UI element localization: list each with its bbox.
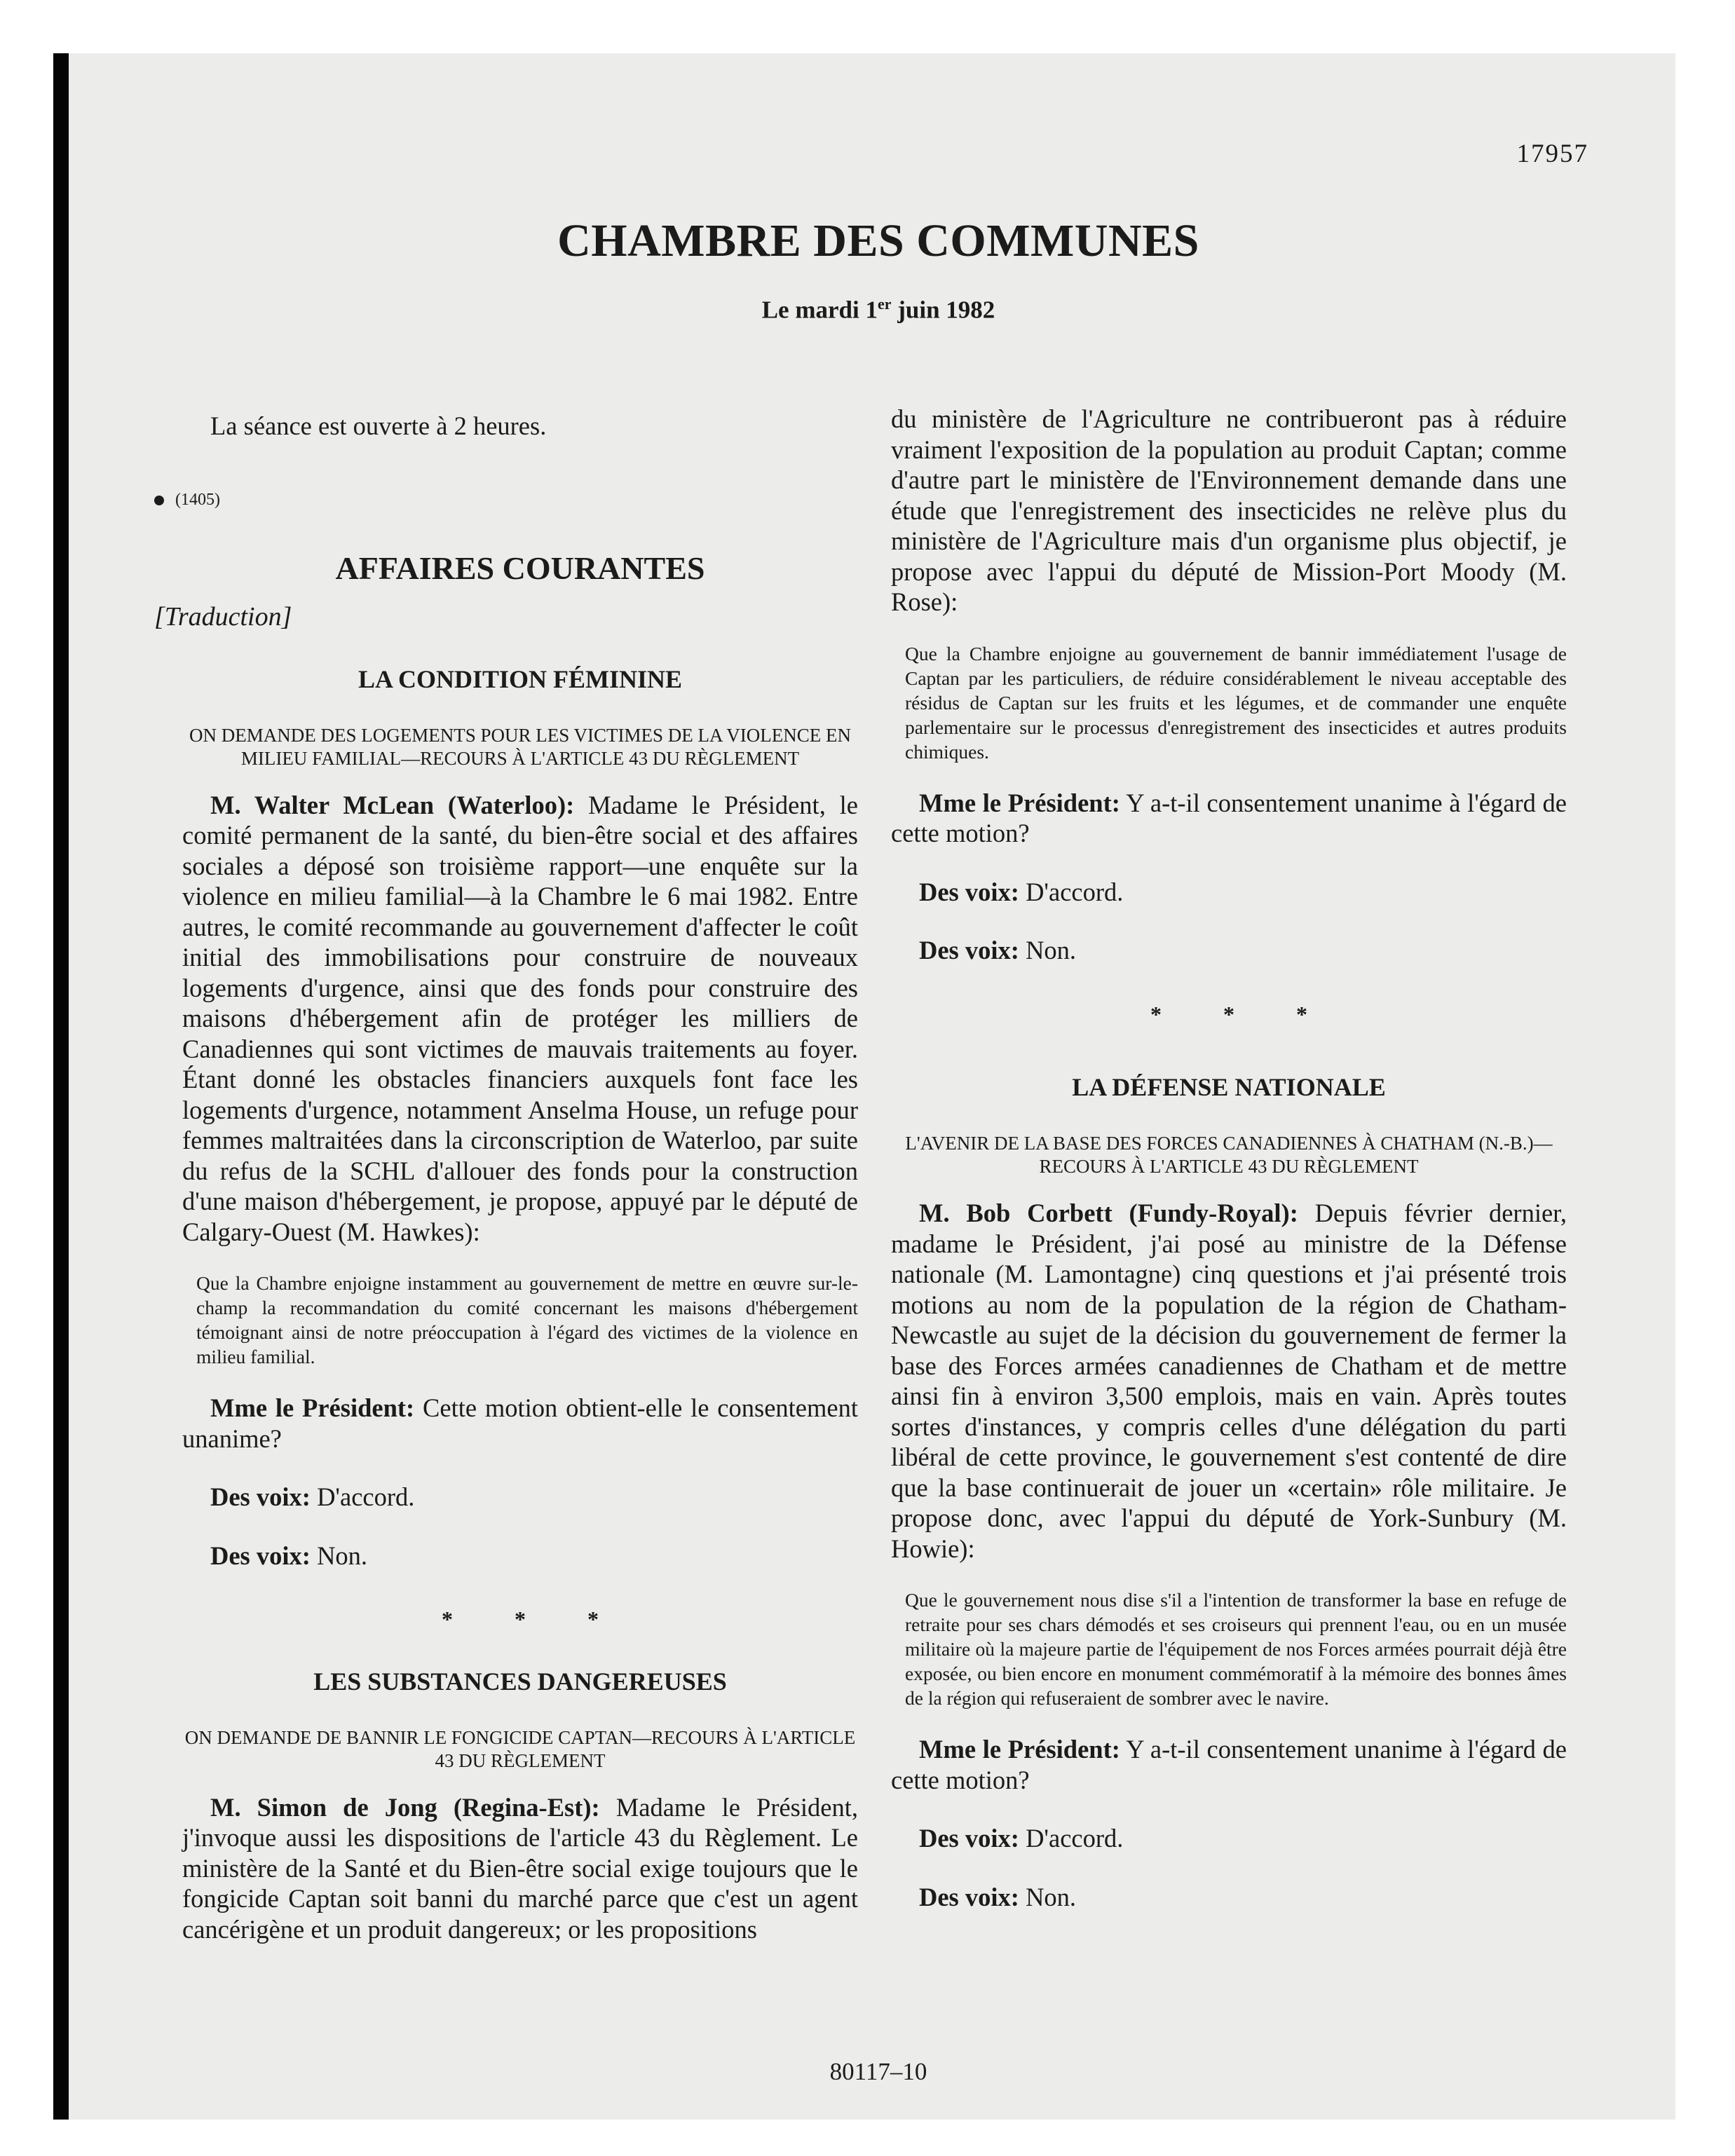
- president-statement: Mme le Président: Y a-t-il consentement unanime à l'égard de cette motion?: [891, 1735, 1567, 1794]
- right-column: [891, 404, 1567, 1912]
- voices-line: Des voix: D'accord.: [919, 877, 1124, 906]
- motion-text: Que la Chambre enjoigne au gouvernement de bannir immédiatement l'usage de Captan par les particuliers, de réduire considérablement le niveau acceptable des résidus de Captan sur les fruits et les légumes, et de commander une enquête parlementaire sur le processus d'enregistrement des insecticides et autres produits chimiques.: [905, 642, 1567, 763]
- time-marker: (1405): [154, 485, 858, 516]
- section-title: AFFAIRES COURANTES: [335, 550, 705, 586]
- speech-paragraph: M. Bob Corbett (Fundy-Royal): Depuis février dernier, madame le Président, j'ai posé au ministre de la Défense nationale (M. Lamontagne) cinq questions et j'ai présenté trois motions au nom de la population de la région de Chatham-Newcastle au sujet de la décision du gouvernement de fermer la base des Forces armées canadiennes de Chatham et de mettre ainsi fin à environ 3,500 emplois, mais en vain. Après toutes sortes d'instances, y compris celles d'une délégation du parti libéral de cette province, le gouvernement s'est contenté de dire que la base continuerait de jouer un «certain» rôle militaire. Je propose donc, avec l'appui du député de York-Sunbury (M. Howie):: [891, 1199, 1567, 1563]
- motion-text: Que le gouvernement nous dise s'il a l'intention de transformer la base en refuge de retraite pour ses chars démodés et ses croiseurs qui prennent l'eau, ou en un musée militaire où la majeure partie de l'équipement de nos Forces armées pourrait déjà être exposée, ou bien encore en monument commémoratif à la mémoire des bonnes âmes de la région qui refuseraient de sombrer avec le navire.: [905, 1589, 1567, 1709]
- topic-subheading: ON DEMANDE DES LOGEMENTS POUR LES VICTIMES DE LA VIOLENCE EN MILIEU FAMILIAL—RECOURS À L'ARTICLE 43 DU RÈGLEMENT: [189, 724, 851, 769]
- speech-paragraph: M. Simon de Jong (Regina-Est): Madame le Président, j'invoque aussi les dispositions de l'article 43 du Règlement. Le ministère de la Santé et du Bien-être social exige toujours que le fongicide Captan soit banni du marché parce que c'est un agent cancérigène et un produit dangereux; or les propositions: [182, 1792, 858, 1944]
- voices-line: Des voix: Non.: [919, 1882, 1077, 1911]
- scan-edge: [53, 53, 69, 2120]
- topic-subheading: L'AVENIR DE LA BASE DES FORCES CANADIENNES À CHATHAM (N.-B.)—RECOURS À L'ARTICLE 43 DU RÈGLEMENT: [905, 1133, 1553, 1177]
- left-column: [154, 404, 858, 1944]
- translation-tag: [Traduction]: [154, 602, 292, 632]
- speech-paragraph: M. Walter McLean (Waterloo): Madame le Président, le comité permanent de la santé, du bien-être social et des affaires sociales a déposé son troisième rapport—une enquête sur la violence en milieu familial—à la Chambre le 6 mai 1982. Entre autres, le comité recommande au gouvernement d'affecter le coût initial des immobilisations pour construire de nouveaux logements d'urgence, ainsi que des fonds pour construire des maisons d'hébergement afin de protéger les milliers de Canadiennes qui sont victimes de mauvais traitements au foyer. Étant donné les obstacles financiers auxquels font face les logements d'urgence, notamment Anselma House, un refuge pour femmes maltraitées dans la circonscription de Waterloo, par suite du refus de la SCHL d'allouer des fonds pour la construction d'une maison d'hébergement, je propose, appuyé par le député de Calgary-Ouest (M. Hawkes):: [182, 790, 858, 1246]
- footer-code: 80117–10: [829, 2058, 927, 2085]
- section-separator: * * *: [1150, 1001, 1335, 1027]
- topic-subheading: ON DEMANDE DE BANNIR LE FONGICIDE CAPTAN—RECOURS À L'ARTICLE 43 DU RÈGLEMENT: [184, 1726, 856, 1771]
- president-statement: Mme le Président: Y a-t-il consentement unanime à l'égard de cette motion?: [891, 788, 1567, 847]
- speaker-name: M. Simon de Jong (Regina-Est):: [210, 1792, 600, 1822]
- page-title: CHAMBRE DES COMMUNES: [557, 215, 1199, 266]
- document-page: [53, 53, 1675, 2120]
- topic-heading: LA DÉFENSE NATIONALE: [1072, 1073, 1386, 1101]
- session-date: Le mardi 1er juin 1982: [761, 295, 995, 324]
- page-number: 17957: [1516, 139, 1588, 168]
- speech-continuation: du ministère de l'Agriculture ne contribueront pas à réduire vraiment l'exposition de la population au produit Captan; comme d'autre part le ministère de l'Environnement demande dans une étude que l'enregistrement des insecticides ne relève plus du ministère de l'Agriculture mais d'un organisme plus objectif, je propose avec l'appui du député de Mission-Port Moody (M. Rose):: [891, 404, 1567, 616]
- voices-line: Des voix: Non.: [210, 1541, 368, 1570]
- speaker-name: M. Bob Corbett (Fundy-Royal):: [919, 1199, 1298, 1227]
- voices-line: Des voix: Non.: [919, 936, 1077, 964]
- president-statement: Mme le Président: Cette motion obtient-elle le consentement unanime?: [182, 1393, 858, 1453]
- speaker-name: M. Walter McLean (Waterloo):: [210, 790, 575, 819]
- section-separator: * * *: [442, 1606, 627, 1632]
- voices-line: Des voix: D'accord.: [919, 1824, 1124, 1853]
- bullet-icon: [154, 496, 164, 505]
- topic-heading: LES SUBSTANCES DANGEREUSES: [313, 1667, 727, 1696]
- motion-text: Que la Chambre enjoigne instamment au gouvernement de mettre en œuvre sur-le-champ la recommandation du comité concernant les maisons d'hébergement témoignant ainsi de notre préoccupation à l'égard des victimes de la violence en milieu familial.: [196, 1272, 858, 1367]
- opening-line: La séance est ouverte à 2 heures.: [210, 411, 547, 440]
- topic-heading: LA CONDITION FÉMININE: [358, 664, 683, 693]
- voices-line: Des voix: D'accord.: [210, 1482, 415, 1511]
